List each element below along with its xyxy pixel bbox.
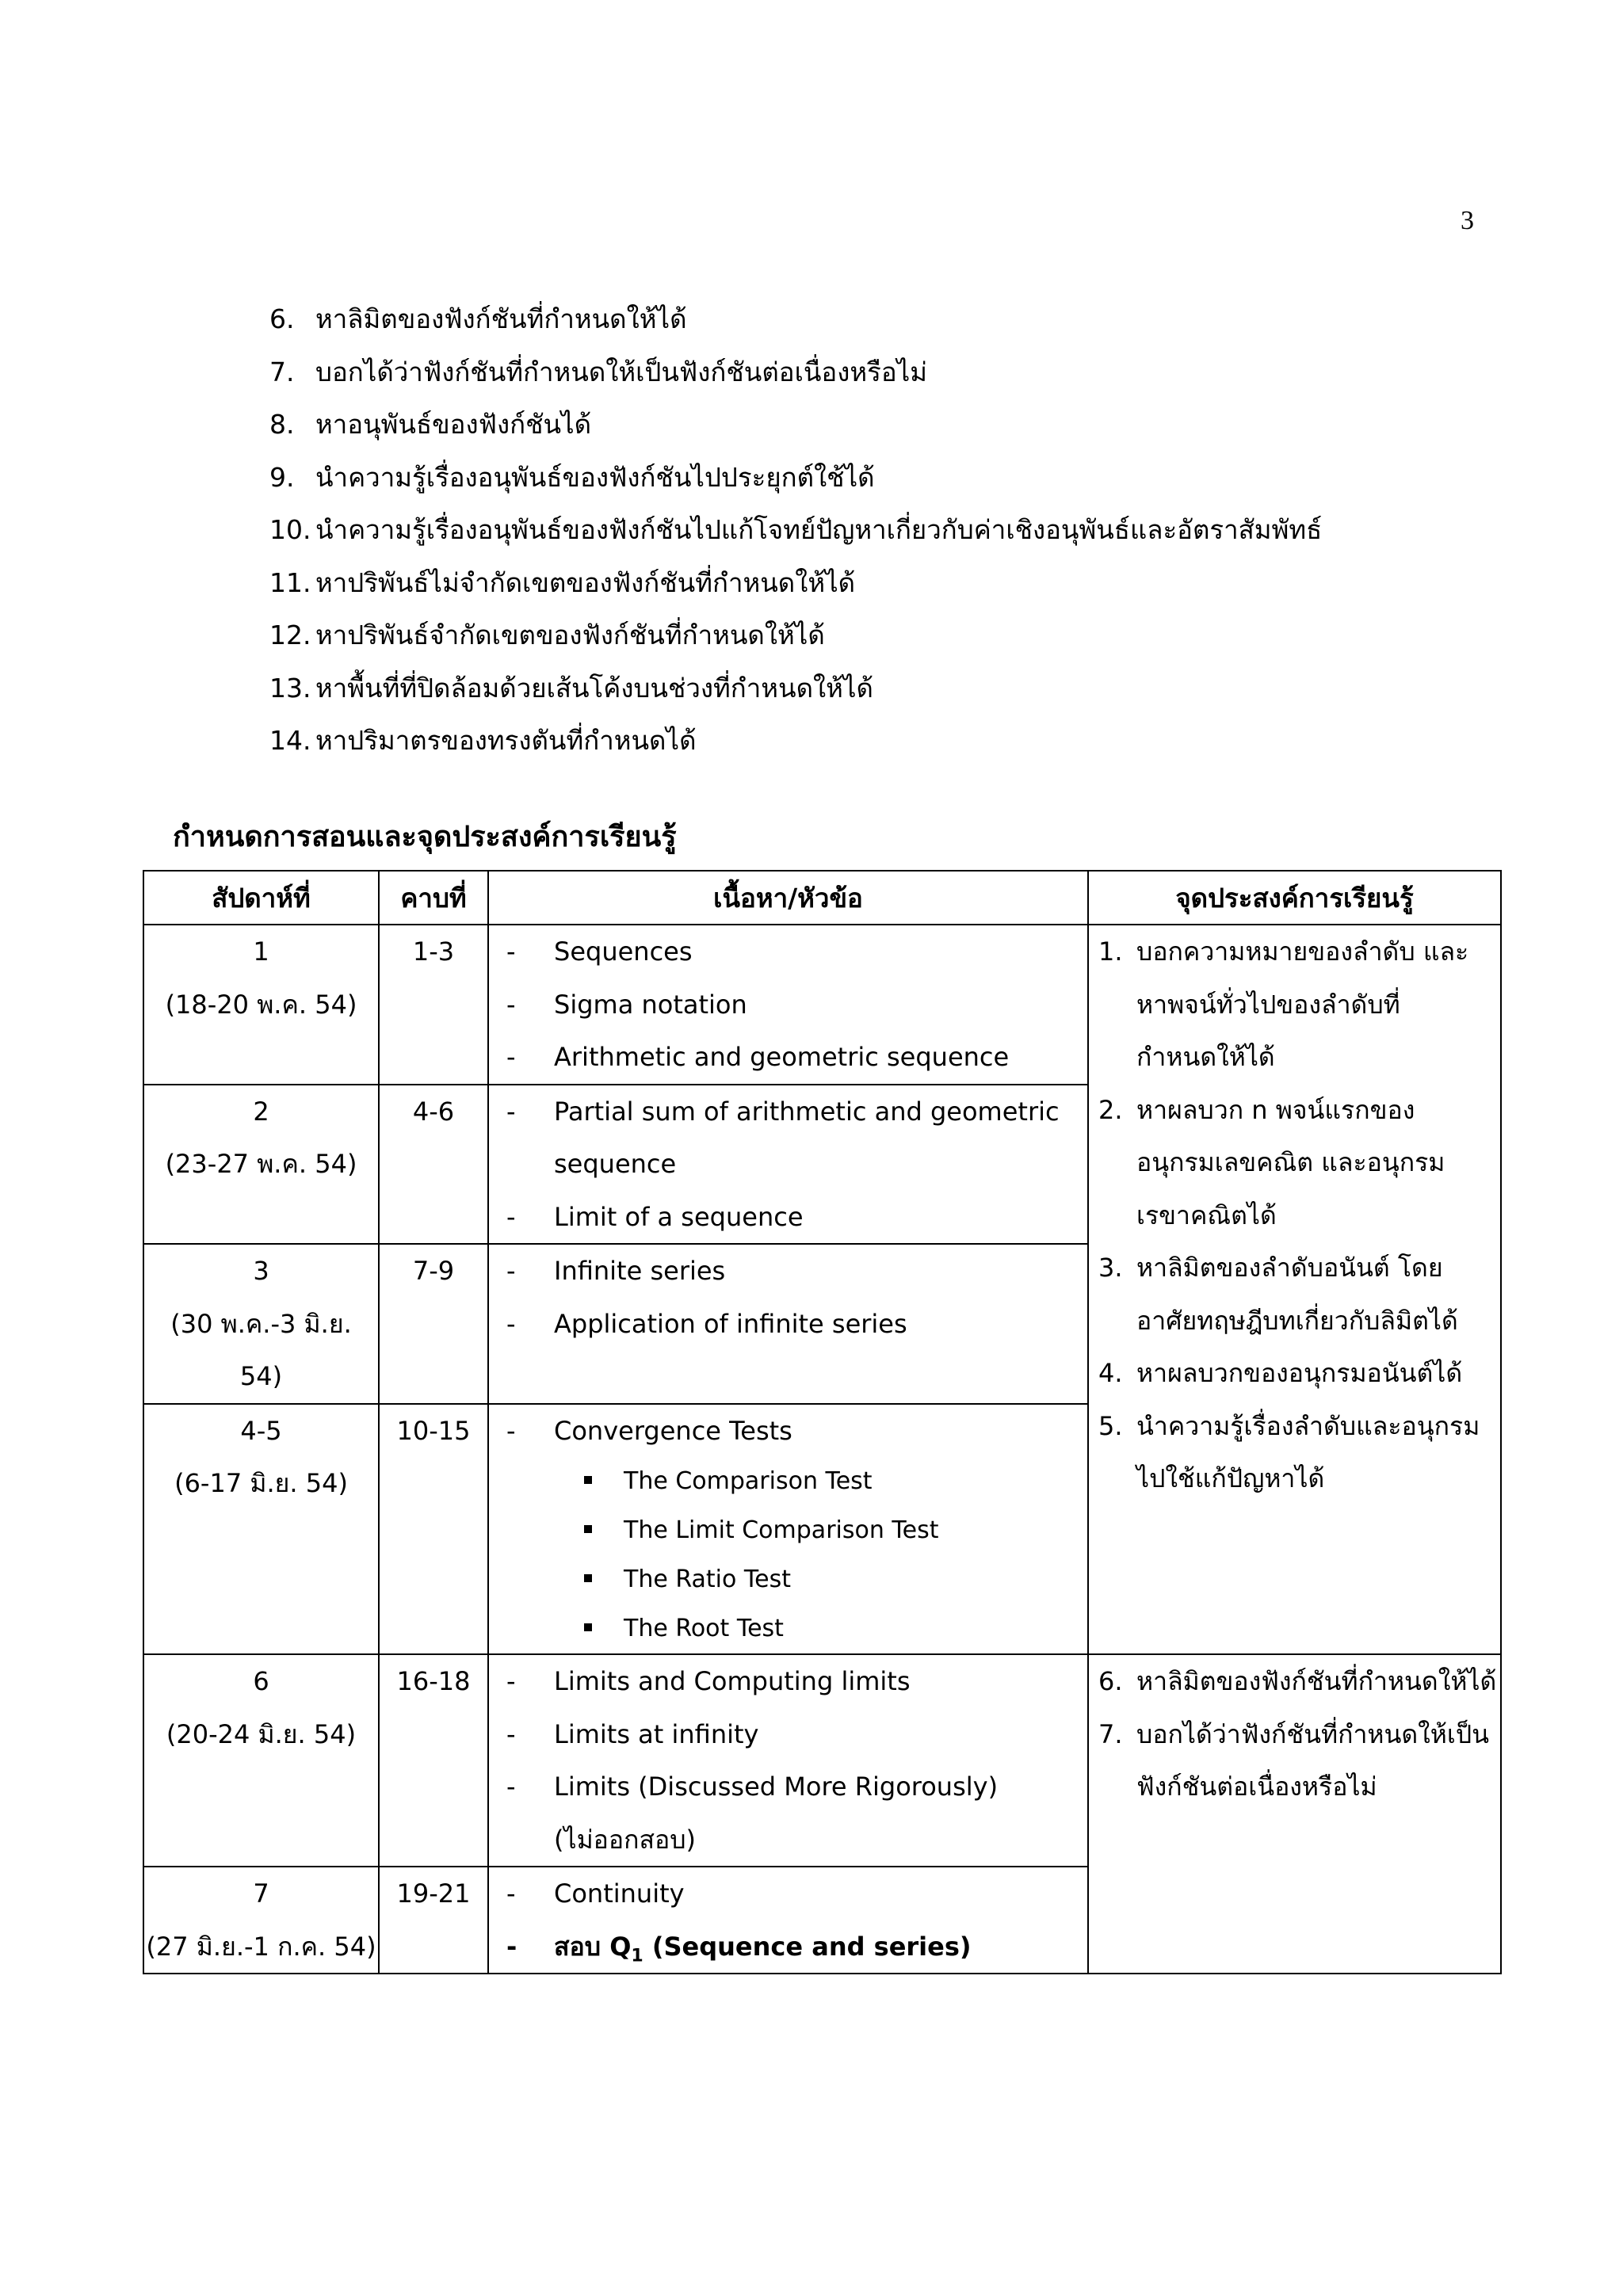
list-item-number: 13.: [269, 672, 311, 704]
objective-line: อาศัยทฤษฎีบทเกี่ยวกับลิมิตได้: [1136, 1305, 1458, 1336]
week-cell: [143, 1867, 379, 1974]
topic-continuation: (ไม่ออกสอบ): [554, 1824, 697, 1855]
schedule-table: [143, 870, 1502, 1974]
week-number: 4-5: [240, 1415, 282, 1446]
objective-number: 6.: [1098, 1666, 1123, 1696]
week-dates: (30 พ.ค.-3 มิ.ย.: [170, 1308, 352, 1339]
list-item: [269, 452, 1322, 505]
period-cell: [379, 925, 488, 1085]
list-item-number: 12.: [269, 620, 311, 650]
content-cell: [488, 925, 1088, 1085]
header-period: คาบที่: [379, 871, 488, 925]
exam-item: [489, 1920, 1087, 1974]
week-number: 1: [253, 936, 269, 967]
list-item: [269, 715, 1322, 768]
topic-item: [489, 1760, 1087, 1814]
header-content: เนื้อหา/หัวข้อ: [488, 871, 1088, 925]
list-item-text: หาปริพันธ์จำกัดเขตของฟังก์ชันที่กำหนดให้ได้: [315, 620, 825, 650]
topic-text: Sequences: [554, 936, 693, 967]
week-dates: 54): [239, 1361, 283, 1391]
objective-line: อนุกรมเลขคณิต และอนุกรม: [1136, 1147, 1445, 1177]
exam-subscript: 1: [631, 1945, 643, 1966]
topic-text: Limits at infinity: [554, 1718, 759, 1749]
week-cell: [143, 925, 379, 1085]
objectives-cell: [1088, 925, 1501, 1654]
list-item-number: 8.: [269, 409, 295, 440]
objective-text: บอกความหมายของลำดับ และ: [1136, 936, 1469, 967]
list-item: [269, 609, 1322, 662]
objective-line: [1089, 1400, 1500, 1453]
exam-prefix: สอบ Q: [554, 1931, 632, 1962]
objective-line: ไปใช้แก้ปัญหาได้: [1136, 1463, 1325, 1493]
topic-text: Limits and Computing limits: [554, 1666, 911, 1696]
topic-item: [489, 1867, 1087, 1920]
objective-text: หาผลบวก n พจน์แรกของ: [1136, 1094, 1415, 1125]
topic-text: Partial sum of arithmetic and geometric: [554, 1096, 1060, 1127]
period-range: 16-18: [396, 1666, 471, 1696]
period-cell: [379, 1404, 488, 1655]
list-item-text: หาลิมิตของฟังก์ชันที่กำหนดให้ได้: [315, 303, 687, 334]
list-item-number: 10.: [269, 514, 311, 545]
header-week: สัปดาห์ที่: [143, 871, 379, 925]
list-item-number: 9.: [269, 461, 295, 493]
square-bullet-icon: [584, 1574, 592, 1582]
page-number: 3: [1461, 206, 1474, 235]
header-objectives: จุดประสงค์การเรียนรู้: [1088, 871, 1501, 925]
list-item-number: 7.: [269, 356, 295, 387]
objective-line: กำหนดให้ได้: [1136, 1042, 1275, 1072]
objectives-list: [269, 293, 1322, 768]
objective-line: [1089, 1084, 1500, 1137]
dash-marker: -: [506, 1772, 516, 1802]
topic-item: [489, 1031, 1087, 1084]
objective-text: หาลิมิตของฟังก์ชันที่กำหนดให้ได้: [1136, 1666, 1497, 1696]
period-cell: [379, 1244, 488, 1404]
topic-text: Arithmetic and geometric sequence: [554, 1042, 1010, 1072]
objective-line: [1089, 1655, 1500, 1708]
topic-text: Sigma notation: [554, 989, 747, 1020]
topic-text: Infinite series: [554, 1256, 726, 1286]
list-item: [269, 662, 1322, 715]
week-number: 6: [253, 1666, 269, 1696]
list-item-number: 14.: [269, 725, 311, 756]
topic-item: [489, 1405, 1087, 1458]
list-item: [269, 399, 1322, 452]
objective-number: 4.: [1098, 1358, 1123, 1388]
list-item: [269, 557, 1322, 610]
period-range: 4-6: [412, 1096, 455, 1127]
subtopic-text: The Root Test: [624, 1615, 784, 1642]
topic-item: [489, 1085, 1087, 1138]
content-cell: [488, 1244, 1088, 1404]
objective-text: บอกได้ว่าฟังก์ชันที่กำหนดให้เป็น: [1136, 1718, 1489, 1749]
dash-marker: -: [506, 1415, 516, 1446]
topic-item: [489, 1655, 1087, 1708]
dash-marker: -: [506, 936, 516, 967]
list-item: [269, 504, 1322, 557]
week-dates: (20-24 มิ.ย. 54): [166, 1718, 357, 1749]
dash-marker: -: [506, 1666, 516, 1696]
topic-item: [489, 925, 1087, 978]
objective-line: [1089, 1347, 1500, 1400]
period-cell: [379, 1085, 488, 1245]
subtopic-text: The Ratio Test: [624, 1566, 791, 1593]
topic-item: [489, 1245, 1087, 1298]
content-cell: [488, 1654, 1088, 1867]
objective-text: หาลิมิตของลำดับอนันต์ โดย: [1136, 1253, 1443, 1283]
week-cell: [143, 1404, 379, 1655]
objectives-cell: [1088, 1654, 1501, 1974]
week-dates: (18-20 พ.ค. 54): [165, 989, 357, 1020]
topic-continuation: sequence: [554, 1149, 677, 1179]
subtopic-item: [489, 1457, 1087, 1506]
topic-text: Limit of a sequence: [554, 1201, 804, 1232]
topic-text: Limits (Discussed More Rigorously): [554, 1772, 999, 1802]
week-dates: (6-17 มิ.ย. 54): [174, 1468, 348, 1498]
objective-text: นำความรู้เรื่องลำดับและอนุกรม: [1136, 1410, 1480, 1441]
list-item: [269, 293, 1322, 346]
objective-number: 7.: [1098, 1718, 1123, 1749]
topic-item: [489, 1708, 1087, 1761]
dash-marker: -: [506, 1878, 516, 1909]
dash-marker: -: [506, 1308, 516, 1339]
week-number: 3: [253, 1256, 269, 1286]
objective-text: หาผลบวกของอนุกรมอนันต์ได้: [1136, 1358, 1463, 1388]
subtopic-text: The Comparison Test: [624, 1467, 873, 1495]
week-dates: (27 มิ.ย.-1 ก.ค. 54): [146, 1931, 376, 1962]
table-row: [143, 925, 1501, 1085]
period-range: 19-21: [396, 1878, 471, 1909]
list-item-text: นำความรู้เรื่องอนุพันธ์ของฟังก์ชันไปแก้โจทย์ปัญหาเกี่ยวกับค่าเชิงอนุพันธ์และอัตราสัมพัทธ์: [315, 514, 1323, 545]
objective-line: [1089, 925, 1500, 978]
square-bullet-icon: [584, 1623, 592, 1631]
subtopic-item: [489, 1506, 1087, 1555]
dash-marker: -: [506, 1096, 516, 1127]
period-range: 7-9: [412, 1256, 455, 1286]
table-header-row: [143, 871, 1501, 925]
objective-number: 1.: [1098, 936, 1123, 967]
dash-marker: -: [506, 1042, 516, 1072]
period-cell: [379, 1867, 488, 1974]
list-item-number: 11.: [269, 566, 311, 598]
subtopic-text: The Limit Comparison Test: [624, 1516, 939, 1544]
content-cell: [488, 1404, 1088, 1655]
topic-text: Continuity: [554, 1878, 685, 1909]
week-number: 7: [253, 1878, 269, 1909]
list-item-text: หาอนุพันธ์ของฟังก์ชันได้: [315, 409, 592, 440]
list-item-text: นำความรู้เรื่องอนุพันธ์ของฟังก์ชันไปประยุกต์ใช้ได้: [315, 461, 875, 493]
objective-number: 2.: [1098, 1094, 1123, 1125]
subtopic-item: [489, 1555, 1087, 1604]
list-item-number: 6.: [269, 303, 295, 334]
list-item-text: บอกได้ว่าฟังก์ชันที่กำหนดให้เป็นฟังก์ชันต่อเนื่องหรือไม่: [315, 356, 927, 387]
objective-line: หาพจน์ทั่วไปของลำดับที่: [1136, 989, 1400, 1020]
dash-marker: -: [506, 1201, 516, 1232]
square-bullet-icon: [584, 1525, 592, 1533]
week-number: 2: [253, 1096, 269, 1127]
objective-number: 5.: [1098, 1410, 1123, 1441]
dash-marker: -: [506, 1256, 516, 1286]
objective-line: [1089, 1708, 1500, 1761]
topic-item: [489, 1191, 1087, 1244]
topic-text: Convergence Tests: [554, 1415, 792, 1446]
topic-text: Application of infinite series: [554, 1308, 907, 1339]
list-item-text: หาพื้นที่ที่ปิดล้อมด้วยเส้นโค้งบนช่วงที่กำหนดให้ได้: [315, 672, 873, 704]
square-bullet-icon: [584, 1476, 592, 1484]
week-dates: (23-27 พ.ค. 54): [165, 1149, 357, 1179]
table-row: [143, 1654, 1501, 1867]
objective-line: [1089, 1241, 1500, 1295]
list-item-text: หาปริมาตรของทรงตันที่กำหนดได้: [315, 725, 697, 756]
dash-marker: -: [506, 989, 516, 1020]
objective-line: ฟังก์ชันต่อเนื่องหรือไม่: [1136, 1772, 1377, 1802]
period-range: 10-15: [396, 1415, 471, 1446]
period-cell: [379, 1654, 488, 1867]
period-range: 1-3: [412, 936, 455, 967]
content-cell: [488, 1867, 1088, 1974]
dash-marker: -: [506, 1931, 517, 1962]
content-cell: [488, 1085, 1088, 1245]
week-cell: [143, 1654, 379, 1867]
list-item: [269, 346, 1322, 399]
list-item-text: หาปริพันธ์ไม่จำกัดเขตของฟังก์ชันที่กำหนดให้ได้: [315, 566, 856, 598]
objective-number: 3.: [1098, 1253, 1123, 1283]
objective-line: เรขาคณิตได้: [1136, 1199, 1277, 1230]
subtopic-item: [489, 1604, 1087, 1653]
week-cell: [143, 1085, 379, 1245]
dash-marker: -: [506, 1718, 516, 1749]
week-cell: [143, 1244, 379, 1404]
section-heading: กำหนดการสอนและจุดประสงค์การเรียนรู้: [173, 821, 677, 853]
topic-item: [489, 978, 1087, 1032]
exam-suffix: (Sequence and series): [643, 1931, 972, 1962]
topic-item: [489, 1298, 1087, 1351]
